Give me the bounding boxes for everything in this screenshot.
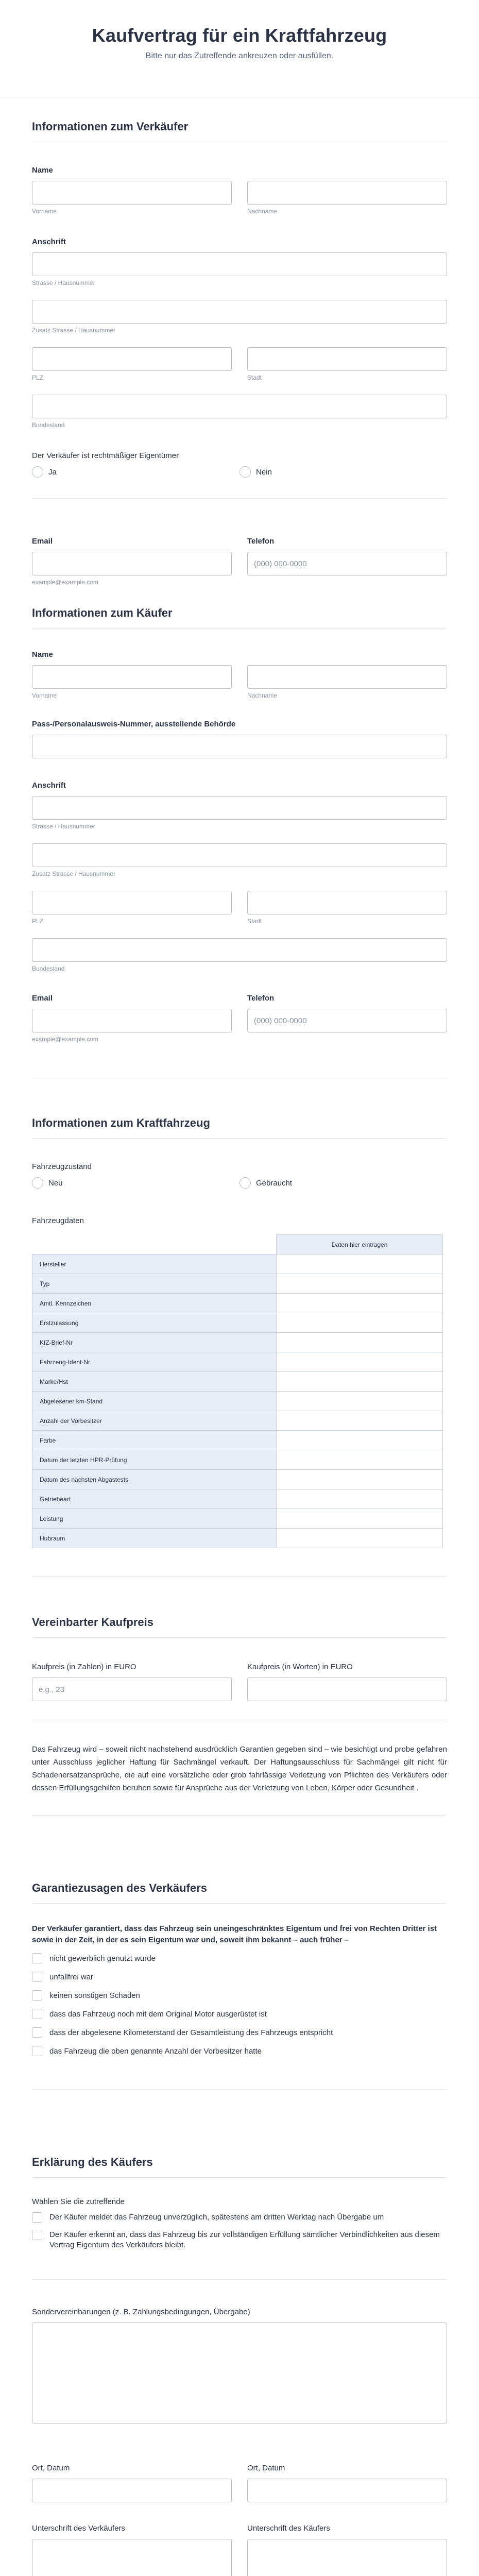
buyer-first-name-sublabel: Vorname — [32, 692, 57, 699]
vehicle-row-input[interactable] — [277, 1450, 443, 1470]
vehicle-table-row — [32, 1392, 443, 1411]
buyer-section — [0, 586, 479, 1078]
form-body — [0, 97, 479, 2576]
warranty-section-title: Garantiezusagen des Verkäufers — [32, 1882, 447, 1904]
buyer-state-input[interactable] — [32, 938, 447, 962]
place-date-input-1[interactable] — [32, 2479, 232, 2502]
vehicle-row-input[interactable] — [277, 1431, 443, 1450]
vehicle-table-row — [32, 1450, 443, 1470]
vehicle-table-row — [32, 1333, 443, 1352]
vehicle-row-label: Marke/Hst — [32, 1372, 277, 1392]
condition-used-label: Gebraucht — [256, 1178, 293, 1188]
buyer-city-sublabel: Stadt — [247, 918, 262, 925]
vehicle-row-input[interactable] — [277, 1294, 443, 1313]
vehicle-table-row — [32, 1489, 443, 1509]
buyer-address-label: Anschrift — [32, 781, 66, 790]
price-words-input[interactable] — [247, 1677, 447, 1701]
place-date-label-2: Ort, Datum — [247, 2464, 285, 2472]
warranty-option[interactable] — [32, 2023, 447, 2042]
vehicle-condition-label: Fahrzeugzustand — [32, 1162, 92, 1171]
declaration-section-title: Erklärung des Käufers — [32, 2156, 447, 2178]
warranty-option-label: dass der abgelesene Kilometerstand der Gesamtleistung des Fahrzeugs entspricht — [49, 2028, 333, 2037]
place-date-label-1: Ort, Datum — [32, 2464, 70, 2472]
price-terms-text: Das Fahrzeug wird – soweit nicht nachstehend ausdrücklich Garantien gegeben sind – wie besichtigt und probe gefahren unter Ausschluss jeglicher Haftung für Sachmängel verkauft. Der Haftungsausschluss für Sachmängel gilt nicht für Schadenersatzansprüche, die auf eine vorsätzliche oder grob fahrlässige Verletzung von Pflichten des Verkäufers oder dessen Erfüllungsgehilfen beruhen sowie für Ansprüche aus der Verletzung von Leben, Körper oder Gesundheit . — [32, 1745, 447, 1792]
seller-last-name-input[interactable] — [247, 181, 447, 205]
vehicle-row-input[interactable] — [277, 1313, 443, 1333]
owner-no-radio[interactable] — [239, 466, 251, 478]
warranty-option-label: keinen sonstigen Schaden — [49, 1991, 140, 2000]
table-column-header: Daten hier eintragen — [277, 1235, 443, 1255]
buyer-street2-input[interactable] — [32, 843, 447, 867]
vehicle-row-input[interactable] — [277, 1392, 443, 1411]
warranty-section — [0, 1816, 479, 2090]
vehicle-row-label: Getriebeart — [32, 1489, 277, 1509]
price-section-title: Vereinbarter Kaufpreis — [32, 1616, 447, 1638]
condition-used-option[interactable] — [239, 1177, 447, 1189]
seller-city-input[interactable] — [247, 347, 447, 371]
declaration-prompt: Wählen Sie die zutreffende — [32, 2197, 125, 2206]
vehicle-table-row — [32, 1372, 443, 1392]
declaration-checkbox[interactable] — [32, 2230, 42, 2240]
vehicle-row-input[interactable] — [277, 1333, 443, 1352]
buyer-street-sublabel: Strasse / Hausnummer — [32, 823, 95, 830]
seller-street-input[interactable] — [32, 252, 447, 276]
form-title: Kaufvertrag für ein Kraftfahrzeug — [92, 25, 387, 46]
place-date-input-2[interactable] — [247, 2479, 447, 2502]
buyer-zip-input[interactable] — [32, 891, 232, 914]
price-numeric-input[interactable] — [32, 1677, 232, 1701]
price-section — [0, 1577, 479, 1816]
seller-phone-label: Telefon — [247, 537, 275, 546]
vehicle-table-row — [32, 1294, 443, 1313]
vehicle-row-label: Hersteller — [32, 1255, 277, 1274]
price-numeric-label: Kaufpreis (in Zahlen) in EURO — [32, 1663, 136, 1671]
vehicle-row-label: Typ — [32, 1274, 277, 1294]
seller-zip-input[interactable] — [32, 347, 232, 371]
vehicle-row-input[interactable] — [277, 1509, 443, 1529]
vehicle-row-label: Datum des nächsten Abgastests — [32, 1470, 277, 1489]
vehicle-data-table — [32, 1234, 443, 1548]
seller-city-sublabel: Stadt — [247, 374, 262, 381]
owner-no-option[interactable] — [239, 466, 447, 478]
vehicle-row-label: Farbe — [32, 1431, 277, 1450]
seller-signature-label: Unterschrift des Verkäufers — [32, 2524, 125, 2533]
form-header — [0, 0, 479, 97]
seller-street2-input[interactable] — [32, 300, 447, 324]
buyer-email-input[interactable] — [32, 1009, 232, 1032]
form-subtitle: Bitte nur das Zutreffende ankreuzen oder ausfüllen. — [145, 52, 334, 60]
seller-name-label: Name — [32, 166, 53, 175]
buyer-email-label: Email — [32, 994, 53, 1003]
warranty-option[interactable] — [32, 2042, 447, 2060]
vehicle-table-row — [32, 1529, 443, 1548]
vehicle-row-input[interactable] — [277, 1489, 443, 1509]
buyer-name-label: Name — [32, 650, 53, 659]
buyer-signature-pad[interactable] — [247, 2539, 447, 2576]
buyer-last-name-input[interactable] — [247, 665, 447, 689]
warranty-option[interactable] — [32, 2005, 447, 2023]
seller-section-title: Informationen zum Verkäufer — [32, 120, 447, 142]
buyer-street2-sublabel: Zusatz Strasse / Hausnummer — [32, 870, 116, 877]
warranty-checkbox[interactable] — [32, 2027, 42, 2038]
warranty-checkbox[interactable] — [32, 1953, 42, 1963]
vehicle-section-title: Informationen zum Kraftfahrzeug — [32, 1116, 447, 1139]
buyer-phone-input[interactable] — [247, 1009, 447, 1032]
vehicle-row-label: Leistung — [32, 1509, 277, 1529]
warranty-option[interactable] — [32, 1986, 447, 2005]
vehicle-section — [0, 1078, 479, 1577]
declaration-option[interactable] — [32, 2230, 447, 2250]
vehicle-row-input[interactable] — [277, 1255, 443, 1274]
declaration-section — [0, 2090, 479, 2280]
buyer-street-input[interactable] — [32, 796, 447, 820]
declaration-option-label: Der Käufer erkennt an, dass das Fahrzeug bis zur vollständigen Erfüllung sämtlicher Verbindlichkeiten aus diesem Vertrag Eigentum des Verkäufers bleibt. — [49, 2230, 440, 2249]
condition-new-label: Neu — [48, 1178, 63, 1188]
owner-yes-radio[interactable] — [32, 466, 43, 478]
buyer-phone-placeholder: (000) 000-0000 — [254, 1016, 307, 1025]
vehicle-row-input[interactable] — [277, 1352, 443, 1372]
declaration-checkbox[interactable] — [32, 2212, 42, 2223]
buyer-state-sublabel: Bundesland — [32, 965, 65, 972]
vehicle-table-row — [32, 1470, 443, 1489]
seller-street2-sublabel: Zusatz Strasse / Hausnummer — [32, 327, 116, 334]
vehicle-row-label: Hubraum — [32, 1529, 277, 1548]
vehicle-row-label: Amtl. Kennzeichen — [32, 1294, 277, 1313]
vehicle-row-input[interactable] — [277, 1411, 443, 1431]
vehicle-row-input[interactable] — [277, 1372, 443, 1392]
buyer-last-name-sublabel: Nachname — [247, 692, 278, 699]
owner-yes-label: Ja — [48, 467, 57, 477]
vehicle-table-row — [32, 1352, 443, 1372]
vehicle-row-label: Datum der letzten HPR-Prüfung — [32, 1450, 277, 1470]
buyer-id-label: Pass-/Personalausweis-Nummer, ausstellende Behörde — [32, 720, 236, 728]
vehicle-row-input[interactable] — [277, 1274, 443, 1294]
seller-last-name-sublabel: Nachname — [247, 208, 278, 215]
vehicle-row-label: Abgelesener km-Stand — [32, 1392, 277, 1411]
vehicle-table-row — [32, 1411, 443, 1431]
buyer-city-input[interactable] — [247, 891, 447, 914]
seller-signature-pad[interactable] — [32, 2539, 232, 2576]
condition-new-radio[interactable] — [32, 1177, 43, 1189]
seller-phone-input[interactable] — [247, 552, 447, 575]
vehicle-table-row — [32, 1313, 443, 1333]
seller-state-sublabel: Bundesland — [32, 421, 65, 429]
price-words-label: Kaufpreis (in Worten) in EURO — [247, 1663, 353, 1671]
owner-no-label: Nein — [256, 467, 272, 477]
condition-used-radio[interactable] — [239, 1177, 251, 1189]
warranty-option[interactable] — [32, 1968, 447, 1986]
vehicle-table-row — [32, 1274, 443, 1294]
seller-first-name-sublabel: Vorname — [32, 208, 57, 215]
warranty-option-label: dass das Fahrzeug noch mit dem Original Motor ausgerüstet ist — [49, 2009, 267, 2019]
warranty-intro: Der Verkäufer garantiert, dass das Fahrzeug sein uneingeschränktes Eigentum und frei von Rechten Dritter ist sowie in der Zeit, in der es sein Eigentum war und, soweit ihm bekannt – auch früher – — [32, 1924, 437, 1944]
warranty-checkbox[interactable] — [32, 2009, 42, 2019]
declaration-option[interactable] — [32, 2212, 447, 2223]
buyer-id-input[interactable] — [32, 735, 447, 758]
condition-new-option[interactable] — [32, 1177, 239, 1189]
seller-street-sublabel: Strasse / Hausnummer — [32, 279, 95, 286]
vehicle-row-label: Anzahl der Vorbesitzer — [32, 1411, 277, 1431]
vehicle-data-label: Fahrzeugdaten — [32, 1216, 84, 1225]
vehicle-row-label: KfZ-Brief-Nr — [32, 1333, 277, 1352]
warranty-option[interactable] — [32, 1949, 447, 1968]
vehicle-row-label: Fahrzeug-Ident-Nr. — [32, 1352, 277, 1372]
vehicle-table-row — [32, 1509, 443, 1529]
seller-address-label: Anschrift — [32, 238, 66, 246]
seller-state-input[interactable] — [32, 395, 447, 418]
seller-email-label: Email — [32, 537, 53, 546]
closing-section — [0, 2280, 479, 2576]
warranty-checkbox[interactable] — [32, 2046, 42, 2056]
buyer-phone-label: Telefon — [247, 994, 275, 1003]
warranty-checkbox[interactable] — [32, 1990, 42, 2001]
buyer-section-title: Informationen zum Käufer — [32, 606, 447, 629]
buyer-signature-label: Unterschrift des Käufers — [247, 2524, 330, 2533]
seller-owner-question: Der Verkäufer ist rechtmäßiger Eigentümer — [32, 451, 179, 460]
warranty-checkbox[interactable] — [32, 1972, 42, 1982]
seller-email-input[interactable] — [32, 552, 232, 575]
vehicle-row-input[interactable] — [277, 1529, 443, 1548]
warranty-option-label: nicht gewerblich genutzt wurde — [49, 1954, 156, 1963]
seller-zip-sublabel: PLZ — [32, 374, 44, 381]
vehicle-table-row — [32, 1255, 443, 1274]
vehicle-row-label: Erstzulassung — [32, 1313, 277, 1333]
special-agreements-textarea[interactable] — [32, 2323, 447, 2424]
seller-email-sublabel: example@example.com — [32, 579, 98, 586]
buyer-first-name-input[interactable] — [32, 665, 232, 689]
special-agreements-label: Sondervereinbarungen (z. B. Zahlungsbedingungen, Übergabe) — [32, 2308, 250, 2316]
owner-yes-option[interactable] — [32, 466, 239, 478]
warranty-option-label: unfallfrei war — [49, 1972, 94, 1981]
warranty-option-label: das Fahrzeug die oben genannte Anzahl der Vorbesitzer hatte — [49, 2046, 262, 2056]
table-corner — [32, 1235, 277, 1255]
declaration-option-label: Der Käufer meldet das Fahrzeug unverzüglich, spätestens am dritten Werktag nach Übergabe um — [49, 2213, 384, 2222]
seller-first-name-input[interactable] — [32, 181, 232, 205]
vehicle-table-row — [32, 1431, 443, 1450]
seller-phone-placeholder: (000) 000-0000 — [254, 559, 307, 568]
buyer-zip-sublabel: PLZ — [32, 918, 44, 925]
vehicle-row-input[interactable] — [277, 1470, 443, 1489]
seller-section — [0, 97, 479, 586]
price-numeric-placeholder: e.g., 23 — [39, 1685, 65, 1694]
buyer-email-sublabel: example@example.com — [32, 1036, 98, 1043]
